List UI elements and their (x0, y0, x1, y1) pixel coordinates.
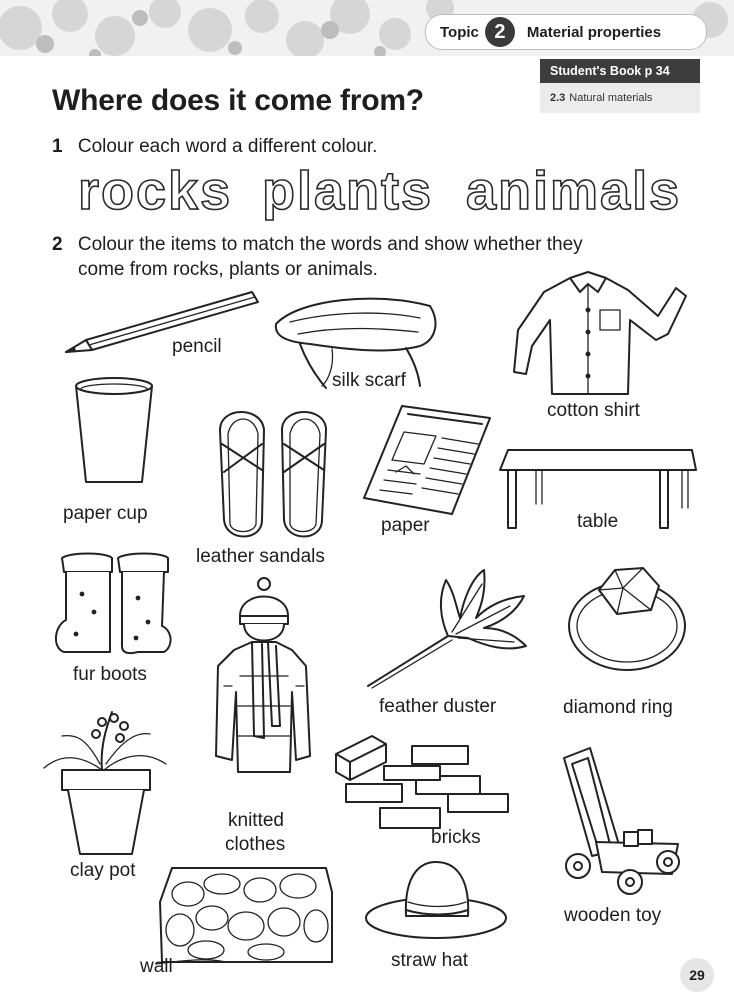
word-rocks[interactable]: rocks (78, 161, 233, 221)
question-2-line-2: come from rocks, plants or animals. (78, 259, 378, 280)
label-straw-hat: straw hat (391, 950, 469, 971)
label-paper-cup: paper cup (63, 503, 148, 524)
topic-title: Material properties (526, 23, 662, 41)
page-title: Where does it come from? (52, 84, 424, 117)
book-ref-page: 34 (655, 64, 670, 78)
paper-cup-illustration[interactable] (72, 376, 156, 488)
page-number: 29 (680, 958, 714, 992)
unit-reference (540, 83, 700, 113)
label-table: table (577, 511, 619, 532)
question-1-number: 1 (52, 136, 63, 157)
label-wooden-toy: wooden toy (564, 905, 662, 926)
label-pencil: pencil (172, 336, 222, 357)
topic-number: 2 (485, 17, 515, 47)
label-clothes: clothes (225, 834, 286, 855)
question-2 (52, 232, 583, 257)
pencil-illustration[interactable] (62, 288, 262, 358)
leather-sandals-illustration[interactable] (212, 400, 334, 548)
students-book-reference (540, 59, 700, 83)
knitted-clothes-illustration[interactable] (204, 576, 314, 786)
fur-boots-illustration[interactable] (52, 550, 174, 660)
question-2-number: 2 (52, 234, 63, 255)
topic-label: Topic (440, 23, 479, 41)
label-leather-sandals: leather sandals (196, 546, 325, 567)
straw-hat-illustration[interactable] (362, 858, 512, 944)
stone-wall-illustration[interactable] (156, 862, 336, 966)
label-diamond-ring: diamond ring (563, 697, 673, 718)
bricks-illustration[interactable] (332, 732, 514, 832)
question-1-text: Colour each word a different colour. (77, 136, 378, 157)
unit-number: 2.3 (550, 92, 566, 104)
newspaper-illustration[interactable] (362, 402, 492, 518)
topic-badge (425, 14, 707, 50)
label-feather-duster: feather duster (379, 696, 497, 717)
label-paper: paper (381, 515, 430, 536)
unit-title: Natural materials (569, 92, 653, 104)
diamond-ring-illustration[interactable] (565, 560, 691, 676)
label-clay-pot: clay pot (70, 860, 136, 881)
question-2-line-1: Colour the items to match the words and show whether they (77, 234, 583, 255)
question-1 (52, 134, 377, 159)
label-knitted: knitted (228, 810, 284, 831)
label-wall: wall (140, 956, 173, 977)
label-cotton-shirt: cotton shirt (547, 400, 640, 421)
clay-pot-illustration[interactable] (40, 708, 170, 858)
feather-duster-illustration[interactable] (364, 562, 530, 690)
wooden-toy-illustration[interactable] (560, 744, 684, 896)
word-animals[interactable]: animals (466, 161, 682, 221)
cotton-shirt-illustration[interactable] (508, 270, 690, 398)
label-bricks: bricks (431, 827, 481, 848)
label-fur-boots: fur boots (73, 664, 147, 685)
word-plants[interactable]: plants (262, 161, 434, 221)
book-ref-prefix: Student's Book p (550, 64, 653, 78)
label-silk-scarf: silk scarf (332, 370, 406, 391)
